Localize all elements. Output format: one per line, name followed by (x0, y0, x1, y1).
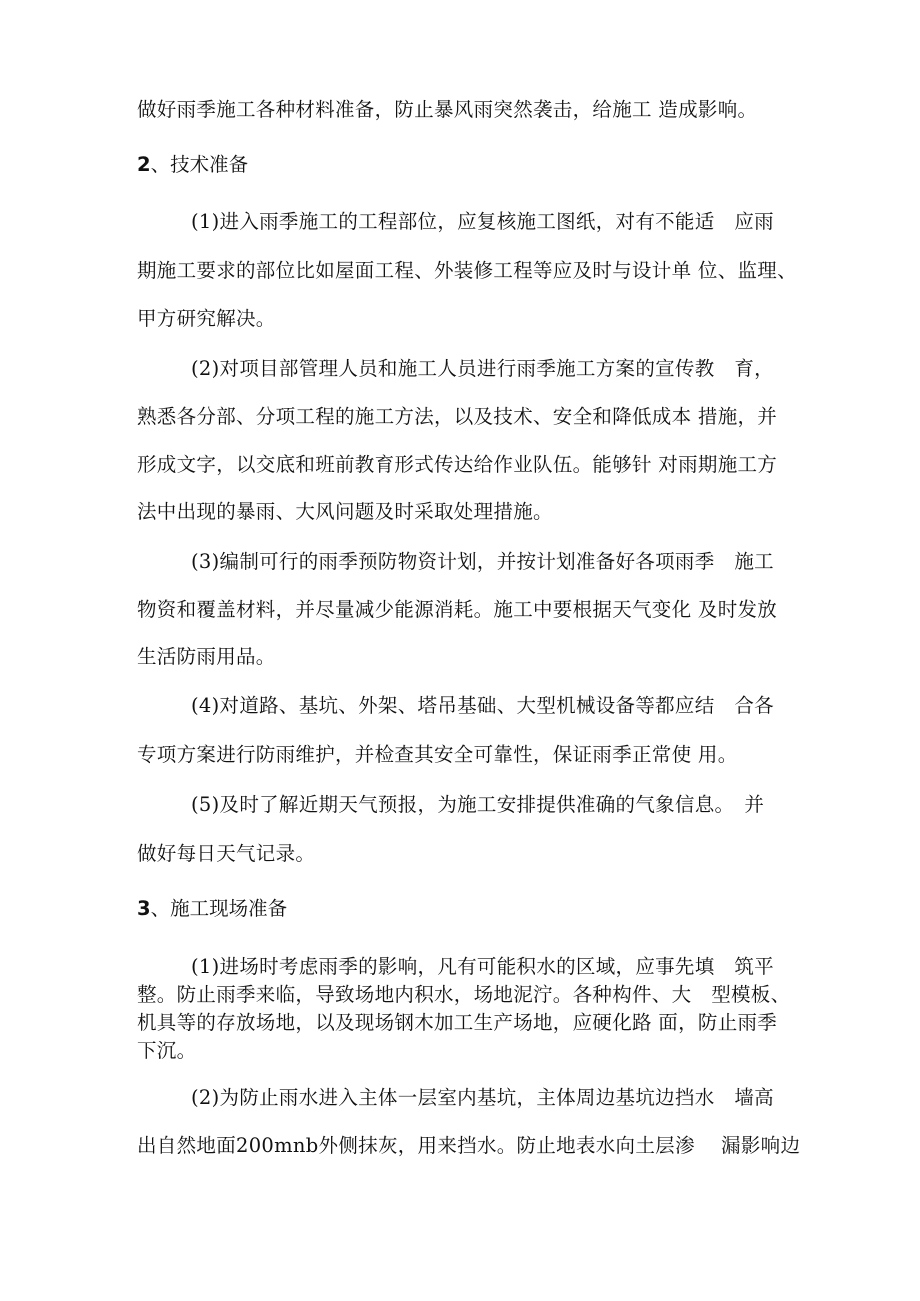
section-3-item-1-line-1: (1)进场时考虑雨季的影响，凡有可能积水的区域，应事先填 筑平 (191, 955, 774, 978)
section-2-number: 2 (137, 153, 151, 176)
section-2-item-1-line-3: 甲方研究解决。 (137, 307, 276, 330)
section-3-item-2-line-2: 出自然地面200mnb外侧抹灰，用来挡水。防止地表水向土层渗 漏影响边 (137, 1134, 801, 1157)
section-2-item-1-line-1: (1)进入雨季施工的工程部位，应复核施工图纸，对有不能适 应雨 (191, 210, 774, 233)
section-2-item-5-line-2: 做好每日天气记录。 (137, 842, 316, 865)
section-3-heading (137, 897, 287, 921)
section-3-item-2-line-1: (2)为防止雨水进入主体一层室内基坑，主体周边基坑边挡水 墙高 (191, 1086, 774, 1109)
section-2-item-2-line-2: 熟悉各分部、分项工程的施工方法，以及技术、安全和降低成本 措施，并 (137, 405, 778, 428)
section-2-item-3-line-3: 生活防雨用品。 (137, 645, 276, 668)
section-3-item-1-line-4: 下沉。 (137, 1039, 197, 1062)
section-2-item-2-line-3: 形成文字，以交底和班前教育形式传达给作业队伍。能够针 对雨期施工方 (137, 453, 778, 476)
section-2-item-1-line-2: 期施工要求的部位比如屋面工程、外装修工程等应及时与设计单 位、监理、 (137, 259, 797, 282)
section-2-item-3-line-1: (3)编制可行的雨季预防物资计划，并按计划准备好各项雨季 施工 (191, 550, 774, 573)
section-2-item-2-line-1: (2)对项目部管理人员和施工人员进行雨季施工方案的宣传教 育， (191, 357, 774, 380)
section-3-item-1-line-3: 机具等的存放场地，以及现场钢木加工生产场地，应硬化路 面，防止雨季 (137, 1011, 778, 1034)
section-3-number: 3 (137, 897, 151, 920)
section-2-title: 、技术准备 (150, 153, 249, 176)
section-2-item-3-line-2: 物资和覆盖材料，并尽量减少能源消耗。施工中要根据天气变化 及时发放 (137, 598, 778, 621)
section-3-title: 、施工现场准备 (150, 897, 288, 920)
section-2-item-4-line-2: 专项方案进行防雨维护，并检查其安全可靠性，保证雨季正常使 用。 (137, 743, 738, 766)
section-2-heading (137, 153, 248, 177)
section-2-item-4-line-1: (4)对道路、基坑、外架、塔吊基础、大型机械设备等都应结 合各 (191, 694, 774, 717)
section-3-item-1-line-2: 整。防止雨季来临，导致场地内积水，场地泥泞。各种构件、大 型模板、 (137, 983, 791, 1006)
section-2-item-5-line-1: (5)及时了解近期天气预报，为施工安排提供准确的气象信息。 并 (191, 793, 765, 816)
section-2-item-2-line-4: 法中出现的暴雨、大风问题及时采取处理措施。 (137, 500, 553, 523)
intro-line: 做好雨季施工各种材料准备，防止暴风雨突然袭击，给施工 造成影响。 (137, 98, 758, 121)
